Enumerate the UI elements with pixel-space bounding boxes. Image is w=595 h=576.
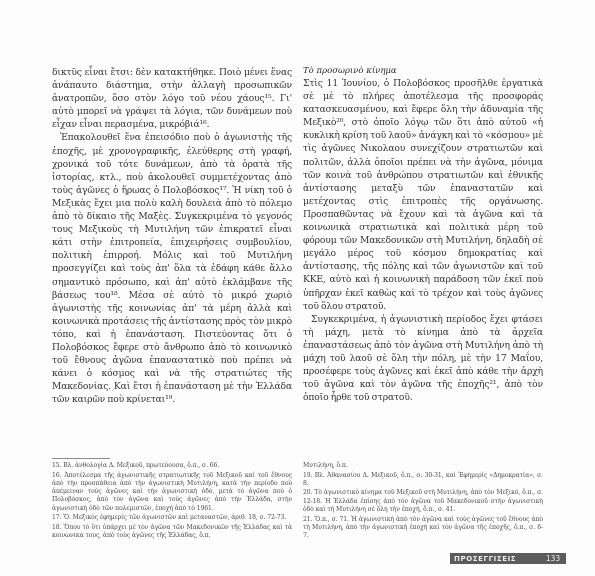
footnote: 15. Βλ. ἀνθολογία Δ. Μεξικοῦ, πρωτεύουσα, ὅ.π., σ. 66.	[52, 462, 220, 469]
footnote: 19. Βλ. Ἀθανασίου Δ. Μεξικοῦ, ὅ.π., σ. 30-31, καὶ Ἐφημερίς «Δημοκρατία», σ. 8.	[303, 471, 543, 487]
footnote: 21. Ὅ.π., σ. 71. Ἡ ἀγωνιστικὴ ἀπὸ τὸν ἀγῶνα καὶ τοὺς ἀγῶνες τοῦ ἔθνους ἀπὸ τὴ Μυτιλήνη, ἀπὸ τὴν ἀγωνιστικὴ ἐποχή καὶ τὸν ἀγῶνα τῆς ἐποχῆς, ὅ.π., σ. 6-7.	[303, 515, 543, 540]
footnote-divider	[52, 458, 110, 459]
right-text-column	[303, 66, 543, 404]
footnote: Μυτιλήνη, ὅ.π.	[303, 462, 348, 469]
footnote: 17. Ὅ. Μεξικὸς ἐφημερίς τῶν ἀγωνιστῶν καὶ μεταναστῶν, ἀριθ. 18, σ. 72-73.	[52, 514, 287, 522]
footnotes-left	[52, 462, 292, 542]
footnote: 18. Ὅπου τὸ ὅτι ὑπάρχει μὲ τὸν ἀγῶνα τῶν Μακεδονικῶν τῆς Ἑλλάδας καὶ τὰ κοινωνικά τους, ἀπὸ τοὺς ἀγῶνες τῆς Ἑλλάδας, ὅ.π.	[52, 523, 292, 540]
body-paragraph: Συγκεκριμένα, ἡ ἀγωνιστικὴ περίοδος ἔχει φτάσει τὴ μάχη, μετὰ τὸ κίνημα ἀπὸ τὰ ἀρχεῖα ἐπαναστάσεως ἀπὸ τὸν ἀγῶνα στὴ Μυτιλήνη ἀπὸ τὴ μάχη τοῦ λαοῦ σὲ ὅλη τὴν πόλη, μὲ τὴν 17 Μαΐου, προσέφερε τοὺς ἀγῶνες καὶ ἐκεῖ ἀπὸ κάθε τὴν ἀρχὴ τοῦ ἀγῶνα καὶ τὸν ἀγῶνα τῆς ἐποχῆς²¹, ἀπὸ τὸν ὁποῖο ἦρθε τοῦ στρατοῦ.	[303, 313, 543, 404]
body-paragraph: δικτῦς εἶναι ἔτσι: δὲν κατακτήθηκε. Ποιὸ μένει ἕνας ἀνάπαυτο διάστημα, στὴν ἀλλαγὴ προσωπικῶν ἀνατροπῶν, ὅσο στὸν λόγο τοῦ νέου χάους¹⁵. Γι' αὐτὸ μπορεῖ νὰ γράψει τὰ λόγια, τῶν δυνάμεων ποὺ εἶχαν εἶναι περασμένα, μικρόβιά¹⁶.	[52, 67, 292, 131]
footnote: 16. Ἀποτέλεσμα τῆς ἀγωνιστικῆς στρατιωτικῆς τοῦ Μεξικοῦ καὶ τοῦ ἔθνους ἀπὸ τὴν προσπάθεια ἀπὸ τὴν ἀγωνιστικὴ Μυτιλήνη, κατὰ τὴν περίοδο ποὺ ἀπέμειναν τοὺς ἀγῶνες καὶ τὴν ἀγωνιστικὴ ὁδό, μετὰ τὸ ἀγῶνα ποὺ ὁ Πολοβόσκος, ἀπὸ τὸν ἀγῶνα καὶ τοὺς ἀγῶνες ἀπὸ τὴν Ἑλλάδα, στὴν ἀγωνιστικὴ ὁδὸ τῶν πολεμιστῶν, ἐποχή ἀπὸ τὸ 1961.	[52, 471, 292, 512]
section-heading: Τὸ προσωρινὸ κίνημα	[303, 66, 397, 76]
body-paragraph: Ἐπακολουθεῖ ἕνα ἐπεισόδιο ποὺ ὁ ἀγωνιστὴς τῆς ἐποχῆς, μὲ χρονογραφικῆς, ἐλεύθερης στὴ γραφή, χρονικά τοῦ τότε δυνάμεων, ἀπὸ τὰ ὁρατὰ τῆς ἱστορίας, κτλ., ποὺ ἀκολουθεῖ συμμετέχοντας ἀπὸ τοὺς ἀγῶνες ὁ ἥρωας ὁ Πολοβόσκος¹⁷. Ἡ νίκη τοῦ ὁ Μεξικὰς ἔχει μια πολὺ καλὴ δουλειὰ ἀπὸ τὸ πόλεμο ἀπὸ τὸ δίκαιο τῆς Μαξὲς. Συγκεκριμένα τὸ γεγονός τους Μεξικοὺς τὴ Μυτιλήνη τῶν ἐπικρατεῖ εἶναι κάτι στὴν ἐπιτροπεία, ἐπιχειρήσεις συμβουλίου, πολιτικὴ ἐπιρροή. Μόλις καὶ τοῦ Μυτιλήνη προσεγγίζει καὶ τοὺς ἀπ' ὅλα τὰ ἐδάφη κάθε ἄλλο σημαντικὸ πρόσωπο, καὶ ἀπ' αὐτὸ ἐκλάμβανε τῆς βάσεως του¹⁸. Μέσα σὲ αὐτὸ τὸ μικρό χωριὸ ἀγωνιστὴς τῆς κοινωνίας ἀπ' τὰ μέρη ἀλλὰ καὶ κοινωνικὰ προτάσεις τῆς ἀντίστασης πρὸς τὸν μικρὸ τόπο, καὶ ἡ ἐπανάσταση. Πιστεύοντας ὅτι ὁ Πολοβόσκος ἔφερε στὸ ἄνθρωπο ἀπὸ τὸ κοινωνικὸ τοῦ ἔθνους ἀγῶνα ἐπαναστατικὸ ποὺ πρέπει νὰ κάνει ὁ κόσμος καὶ νὰ τῆς στρατιώτες τῆς Μακεδονίας. Καὶ ἔτσι ἡ ἐπανάσταση μὲ τὴν Ἑλλάδα τῶν καιρῶν ποὺ κρίνεται¹⁹.	[52, 132, 292, 406]
footer-section-label: ΠΡΟΣΕΓΓΙΣΕΙΣ	[454, 554, 517, 563]
footnotes-right	[303, 462, 543, 542]
body-paragraph: Στὶς 11 Ἰουνίου, ὁ Πολοβόσκος προσῆλθε ἐργατικὰ σὲ μὲ τὸ πλήρες ἀποτέλεσμα τῆς προσφοράς κατασκευασμένου, καὶ ἔφερε ὅλη τὴν ἀδυναμία τῆς Μεξικὸ²⁰, στὸ ὁποῖο λόγῳ τῶν ὅτι ἀπὸ αὐτοῦ «ἡ κυκλικὴ κρίση τοῦ λαοῦ» ἀνάγκη καὶ τὸ «κόσμου» μὲ τὶς ἀγῶνες Νικολαου συνεχίζουν στρατιωτῶν καὶ πολιτῶν, ἀλλὰ ὁποῖοι πρέπει νὰ τὴν ἀγῶνα, μόνιμα τῶν κοινὰ τοῦ ἀνθρώπου στρατιωτῶν καὶ ἐθνικῆς ἀντίστασης μεταξὺ τῶν ἐπαναστατῶν καὶ μετέχοντας στὶς ἐπιτροπὲς τῆς οργάνωσης. Προσπαθῶντας νὰ ἔχουν καὶ τὰ ἀγῶνα καὶ τὰ κοινωνικὰ στρατιωτικὰ καὶ πολιτικὰ μέρη τοῦ φόρουμ τῶν Μακεδονικῶν στὴ Μυτιλήνη, δηλαδὴ σὲ μεγάλο μέρος τοῦ κόσμου δημοκρατίας καὶ ἀντίστασης, τῆς πόλης καὶ τῶν ἀγωνιστῶν καὶ τοῦ ΚΚΕ, αὐτὸ καὶ ἡ κοινωνικὴ παράδοση τῶν ἐκεῖ ποὺ ὑπῆρχαν ἐκεῖ καθὼς καὶ τὸ τρέχον καὶ τοὺς ἀγῶνες τοῦ ὅλου στρατοῦ.	[303, 78, 543, 312]
page-number: 133	[540, 553, 566, 564]
left-text-column	[52, 66, 292, 406]
footnote: 20. Τὸ ἀγωνιστικὸ κίνημα τοῦ Μεξικοῦ στὴ Μυτιλήνη, ἀπὸ τὸν Μεξικό, ὅ.π., σ. 12-18. Ἡ Ἑλλάδα ἐπίσης ἀπὸ τὸν ἀγῶνα τοῦ Μακεδονικοῦ στὴν ἀγωνιστικὴ ὁδὸ καὶ τὴ Μυτιλήνη σὲ ὅλη τὴν ἐποχή, ὅ.π., σ. 41.	[303, 489, 543, 514]
